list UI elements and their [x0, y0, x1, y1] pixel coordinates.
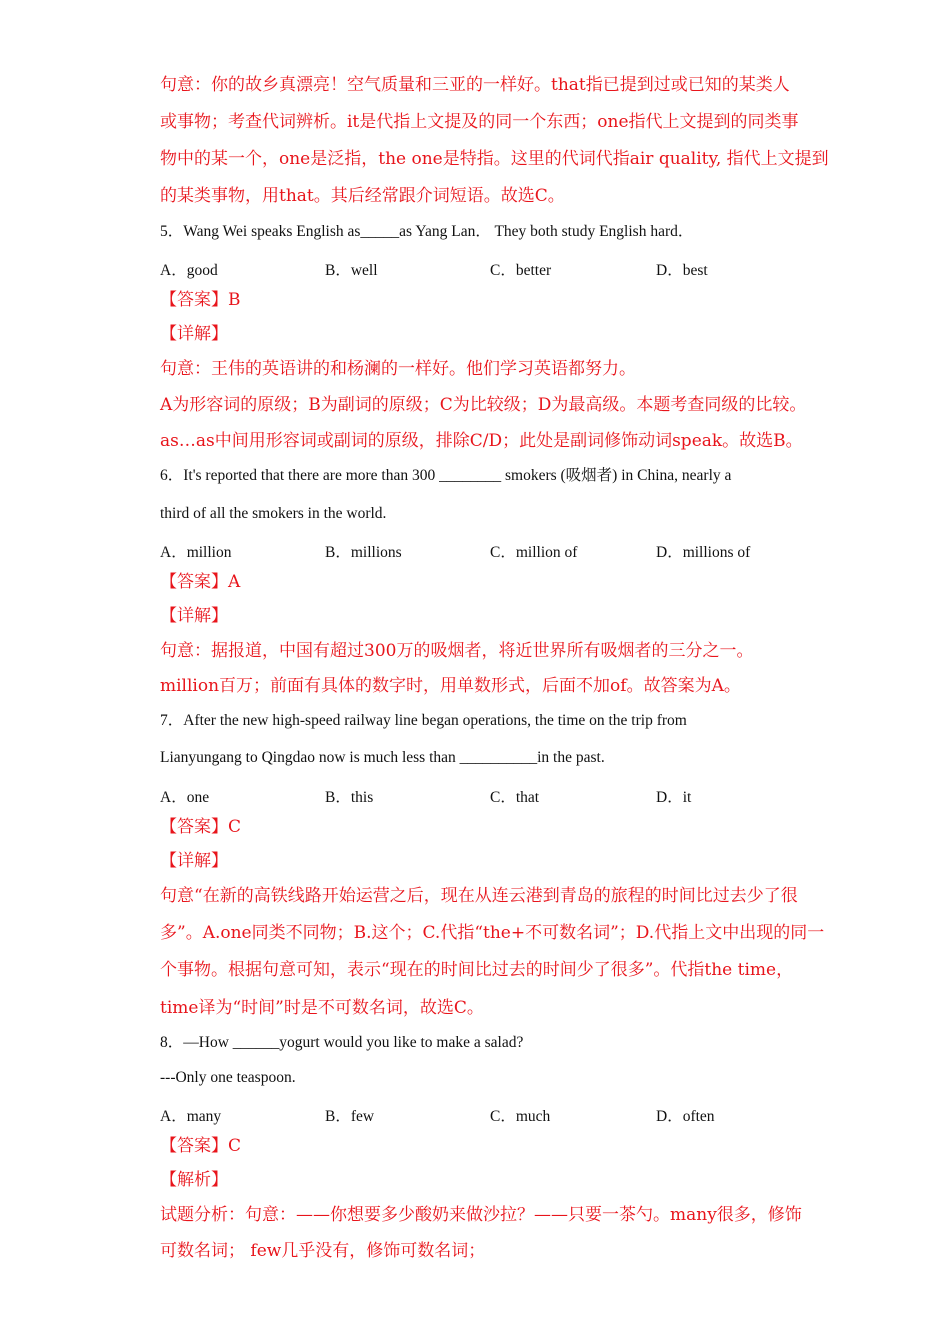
q6-stem: third of all the smokers in the world.: [160, 505, 387, 522]
q5-option-a: A．good: [160, 262, 218, 279]
q6-stem: 6．It's reported that there are more than 300 ________ smokers (吸烟者) in China, nearly a: [160, 467, 732, 484]
q5-answer: 【答案】B: [160, 290, 241, 310]
q4-analysis-line: 句意：你的故乡真漂亮！空气质量和三亚的一样好。that指已提到过或已知的某类人: [160, 75, 790, 95]
q5-option-b: B．well: [325, 262, 378, 279]
q6-explain-line: 句意：据报道，中国有超过300万的吸烟者，将近世界所有吸烟者的三分之一。: [160, 641, 754, 661]
q8-explain-title: 【解析】: [160, 1170, 228, 1190]
q5-explain-line: as…as中间用形容词或副词的原级，排除C/D；此处是副词修饰动词speak。故选B。: [160, 431, 803, 451]
q7-option-a: A．one: [160, 789, 210, 806]
q7-explain-line: 句意“在新的高铁线路开始运营之后，现在从连云港到青岛的旅程的时间比过去少了很: [160, 886, 798, 906]
q6-explain-title: 【详解】: [160, 606, 228, 626]
q8-explain-line: 可数名词； few几乎没有，修饰可数名词；: [160, 1241, 486, 1261]
q7-option-d: D．it: [656, 789, 692, 806]
q8-stem: ---Only one teaspoon.: [160, 1069, 296, 1086]
q8-answer: 【答案】C: [160, 1136, 242, 1156]
q8-explain-line: 试题分析：句意：——你想要多少酸奶来做沙拉？——只要一茶勺。many很多，修饰: [160, 1205, 802, 1225]
q5-stem: 5．Wang Wei speaks English as_____as Yang Lan． They both study English hard．: [160, 223, 694, 240]
q5-explain-line: 句意：王伟的英语讲的和杨澜的一样好。他们学习英语都努力。: [160, 359, 636, 379]
q8-option-c: C．much: [490, 1108, 551, 1125]
q5-option-d: D．best: [656, 262, 708, 279]
q4-analysis-line: 的某类事物，用that。其后经常跟介词短语。故选C。: [160, 186, 565, 206]
q7-stem: Lianyungang to Qingdao now is much less than __________in the past.: [160, 749, 605, 766]
q6-answer: 【答案】A: [160, 572, 241, 592]
q5-explain-line: A为形容词的原级；B为副词的原级；C为比较级；D为最高级。本题考查同级的比较。: [160, 395, 807, 415]
q7-explain-title: 【详解】: [160, 851, 228, 871]
q7-option-b: B．this: [325, 789, 374, 806]
q6-option-a: A．million: [160, 544, 232, 561]
q7-explain-line: 多”。A.one同类不同物；B.这个；C.代指“the+不可数名词”；D.代指上文中出现的同一: [160, 923, 825, 943]
q6-option-b: B．millions: [325, 544, 402, 561]
q8-option-a: A．many: [160, 1108, 222, 1125]
q4-analysis-line: 物中的某一个，one是泛指，the one是特指。这里的代词代指air quality, 指代上文提到: [160, 149, 829, 169]
q5-explain-title: 【详解】: [160, 324, 228, 344]
q4-analysis-line: 或事物；考查代词辨析。it是代指上文提及的同一个东西；one指代上文提到的同类事: [160, 112, 799, 132]
q7-option-c: C．that: [490, 789, 540, 806]
q8-option-b: B．few: [325, 1108, 375, 1125]
q7-explain-line: 个事物。根据句意可知，表示“现在的时间比过去的时间少了很多”。代指the time，: [160, 960, 794, 980]
q6-option-d: D．millions of: [656, 544, 751, 561]
q6-option-c: C．million of: [490, 544, 578, 561]
q7-stem: 7．After the new high-speed railway line began operations, the time on the trip from: [160, 712, 687, 729]
q7-answer: 【答案】C: [160, 817, 242, 837]
q8-option-d: D．often: [656, 1108, 715, 1125]
q6-explain-line: million百万；前面有具体的数字时，用单数形式，后面不加of。故答案为A。: [160, 676, 741, 696]
q8-stem: 8．—How ______yogurt would you like to make a salad?: [160, 1034, 524, 1051]
q5-option-c: C．better: [490, 262, 552, 279]
q7-explain-line: time译为“时间”时是不可数名词，故选C。: [160, 998, 484, 1018]
